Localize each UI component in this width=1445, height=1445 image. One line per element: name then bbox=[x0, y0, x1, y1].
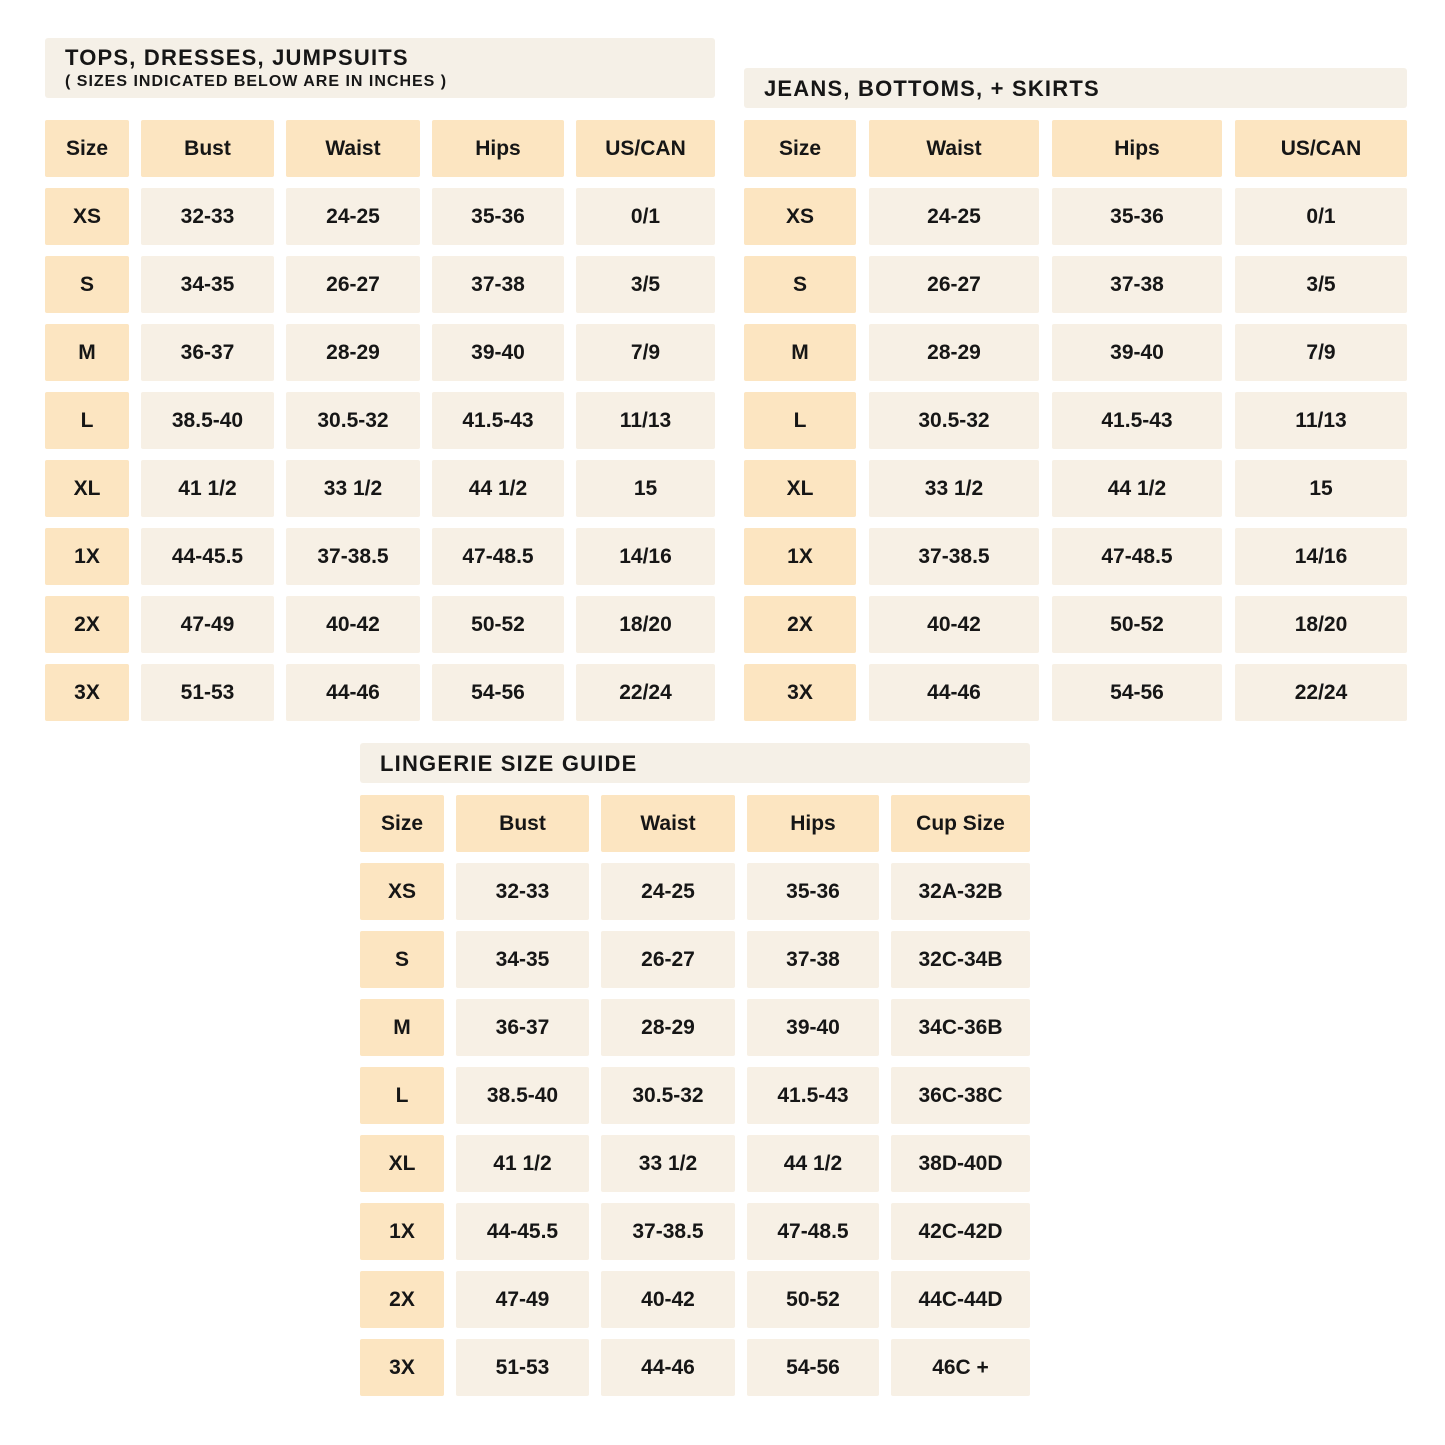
data-cell: 34C-36B bbox=[891, 999, 1030, 1056]
data-cell: 28-29 bbox=[286, 324, 420, 381]
data-cell: 11/13 bbox=[1235, 392, 1407, 449]
data-cell: 44 1/2 bbox=[432, 460, 564, 517]
data-cell: 15 bbox=[576, 460, 715, 517]
size-cell: 3X bbox=[744, 664, 856, 721]
data-cell: 15 bbox=[1235, 460, 1407, 517]
header-cell: Hips bbox=[747, 795, 879, 852]
data-cell: 54-56 bbox=[747, 1339, 879, 1396]
data-cell: 36-37 bbox=[141, 324, 274, 381]
data-cell: 47-49 bbox=[141, 596, 274, 653]
data-cell: 24-25 bbox=[286, 188, 420, 245]
size-cell: 2X bbox=[45, 596, 129, 653]
data-cell: 38D-40D bbox=[891, 1135, 1030, 1192]
header-cell: Bust bbox=[141, 120, 274, 177]
data-cell: 47-48.5 bbox=[747, 1203, 879, 1260]
size-cell: M bbox=[360, 999, 444, 1056]
data-cell: 7/9 bbox=[1235, 324, 1407, 381]
data-cell: 51-53 bbox=[456, 1339, 589, 1396]
data-cell: 40-42 bbox=[869, 596, 1039, 653]
data-cell: 28-29 bbox=[601, 999, 735, 1056]
data-cell: 44C-44D bbox=[891, 1271, 1030, 1328]
size-cell: M bbox=[744, 324, 856, 381]
size-cell: 1X bbox=[45, 528, 129, 585]
data-cell: 24-25 bbox=[601, 863, 735, 920]
data-cell: 30.5-32 bbox=[869, 392, 1039, 449]
data-cell: 22/24 bbox=[576, 664, 715, 721]
chart-title: LINGERIE SIZE GUIDE bbox=[380, 750, 638, 776]
data-cell: 14/16 bbox=[576, 528, 715, 585]
size-cell: 1X bbox=[744, 528, 856, 585]
header-cell: US/CAN bbox=[1235, 120, 1407, 177]
size-table bbox=[360, 795, 1030, 1396]
size-cell: 2X bbox=[360, 1271, 444, 1328]
data-cell: 50-52 bbox=[432, 596, 564, 653]
size-cell: S bbox=[744, 256, 856, 313]
size-cell: XS bbox=[360, 863, 444, 920]
data-cell: 41 1/2 bbox=[456, 1135, 589, 1192]
header-cell: Size bbox=[360, 795, 444, 852]
data-cell: 7/9 bbox=[576, 324, 715, 381]
data-cell: 44-46 bbox=[286, 664, 420, 721]
data-cell: 11/13 bbox=[576, 392, 715, 449]
data-cell: 41.5-43 bbox=[747, 1067, 879, 1124]
data-cell: 30.5-32 bbox=[601, 1067, 735, 1124]
size-cell: M bbox=[45, 324, 129, 381]
data-cell: 26-27 bbox=[601, 931, 735, 988]
data-cell: 37-38 bbox=[747, 931, 879, 988]
size-chart-jeans-bottoms-skirts bbox=[744, 68, 1407, 721]
data-cell: 32C-34B bbox=[891, 931, 1030, 988]
data-cell: 14/16 bbox=[1235, 528, 1407, 585]
data-cell: 26-27 bbox=[869, 256, 1039, 313]
data-cell: 44 1/2 bbox=[1052, 460, 1222, 517]
data-cell: 47-48.5 bbox=[1052, 528, 1222, 585]
size-cell: XL bbox=[360, 1135, 444, 1192]
data-cell: 38.5-40 bbox=[456, 1067, 589, 1124]
size-table bbox=[45, 120, 715, 721]
header-cell: Hips bbox=[432, 120, 564, 177]
data-cell: 18/20 bbox=[1235, 596, 1407, 653]
data-cell: 34-35 bbox=[141, 256, 274, 313]
data-cell: 35-36 bbox=[747, 863, 879, 920]
size-cell: S bbox=[360, 931, 444, 988]
size-cell: S bbox=[45, 256, 129, 313]
data-cell: 3/5 bbox=[1235, 256, 1407, 313]
data-cell: 54-56 bbox=[432, 664, 564, 721]
data-cell: 47-48.5 bbox=[432, 528, 564, 585]
data-cell: 24-25 bbox=[869, 188, 1039, 245]
data-cell: 37-38.5 bbox=[869, 528, 1039, 585]
data-cell: 37-38 bbox=[1052, 256, 1222, 313]
size-table bbox=[744, 120, 1407, 721]
chart-title: JEANS, BOTTOMS, + SKIRTS bbox=[764, 75, 1100, 101]
data-cell: 35-36 bbox=[1052, 188, 1222, 245]
chart-subtitle: ( SIZES INDICATED BELOW ARE IN INCHES ) bbox=[65, 73, 448, 90]
data-cell: 36-37 bbox=[456, 999, 589, 1056]
data-cell: 22/24 bbox=[1235, 664, 1407, 721]
data-cell: 34-35 bbox=[456, 931, 589, 988]
data-cell: 44-46 bbox=[601, 1339, 735, 1396]
chart-title-bar bbox=[744, 68, 1407, 108]
data-cell: 37-38 bbox=[432, 256, 564, 313]
data-cell: 41.5-43 bbox=[1052, 392, 1222, 449]
header-cell: Waist bbox=[869, 120, 1039, 177]
data-cell: 30.5-32 bbox=[286, 392, 420, 449]
data-cell: 33 1/2 bbox=[286, 460, 420, 517]
data-cell: 41 1/2 bbox=[141, 460, 274, 517]
header-cell: Cup Size bbox=[891, 795, 1030, 852]
size-cell: XL bbox=[744, 460, 856, 517]
data-cell: 0/1 bbox=[576, 188, 715, 245]
size-cell: 3X bbox=[360, 1339, 444, 1396]
size-cell: L bbox=[744, 392, 856, 449]
data-cell: 44-45.5 bbox=[141, 528, 274, 585]
data-cell: 33 1/2 bbox=[601, 1135, 735, 1192]
data-cell: 50-52 bbox=[747, 1271, 879, 1328]
data-cell: 44-45.5 bbox=[456, 1203, 589, 1260]
chart-title-bar bbox=[45, 38, 715, 98]
data-cell: 37-38.5 bbox=[286, 528, 420, 585]
size-cell: L bbox=[360, 1067, 444, 1124]
size-chart-lingerie bbox=[360, 743, 1030, 1396]
header-cell: Hips bbox=[1052, 120, 1222, 177]
data-cell: 39-40 bbox=[747, 999, 879, 1056]
data-cell: 40-42 bbox=[601, 1271, 735, 1328]
size-cell: L bbox=[45, 392, 129, 449]
header-cell: Bust bbox=[456, 795, 589, 852]
data-cell: 35-36 bbox=[432, 188, 564, 245]
data-cell: 47-49 bbox=[456, 1271, 589, 1328]
header-cell: Size bbox=[45, 120, 129, 177]
data-cell: 18/20 bbox=[576, 596, 715, 653]
data-cell: 44-46 bbox=[869, 664, 1039, 721]
size-cell: XS bbox=[744, 188, 856, 245]
header-cell: Waist bbox=[286, 120, 420, 177]
data-cell: 28-29 bbox=[869, 324, 1039, 381]
size-cell: XL bbox=[45, 460, 129, 517]
data-cell: 32-33 bbox=[141, 188, 274, 245]
data-cell: 46C + bbox=[891, 1339, 1030, 1396]
data-cell: 0/1 bbox=[1235, 188, 1407, 245]
data-cell: 44 1/2 bbox=[747, 1135, 879, 1192]
data-cell: 50-52 bbox=[1052, 596, 1222, 653]
data-cell: 42C-42D bbox=[891, 1203, 1030, 1260]
data-cell: 3/5 bbox=[576, 256, 715, 313]
header-cell: US/CAN bbox=[576, 120, 715, 177]
data-cell: 39-40 bbox=[432, 324, 564, 381]
chart-title-bar bbox=[360, 743, 1030, 783]
data-cell: 32-33 bbox=[456, 863, 589, 920]
size-cell: XS bbox=[45, 188, 129, 245]
chart-title: TOPS, DRESSES, JUMPSUITS bbox=[65, 45, 409, 70]
data-cell: 32A-32B bbox=[891, 863, 1030, 920]
size-cell: 1X bbox=[360, 1203, 444, 1260]
data-cell: 37-38.5 bbox=[601, 1203, 735, 1260]
header-cell: Size bbox=[744, 120, 856, 177]
data-cell: 33 1/2 bbox=[869, 460, 1039, 517]
data-cell: 51-53 bbox=[141, 664, 274, 721]
data-cell: 40-42 bbox=[286, 596, 420, 653]
data-cell: 39-40 bbox=[1052, 324, 1222, 381]
data-cell: 36C-38C bbox=[891, 1067, 1030, 1124]
data-cell: 41.5-43 bbox=[432, 392, 564, 449]
size-cell: 3X bbox=[45, 664, 129, 721]
size-cell: 2X bbox=[744, 596, 856, 653]
data-cell: 38.5-40 bbox=[141, 392, 274, 449]
data-cell: 26-27 bbox=[286, 256, 420, 313]
data-cell: 54-56 bbox=[1052, 664, 1222, 721]
header-cell: Waist bbox=[601, 795, 735, 852]
size-chart-tops-dresses-jumpsuits bbox=[45, 38, 715, 721]
